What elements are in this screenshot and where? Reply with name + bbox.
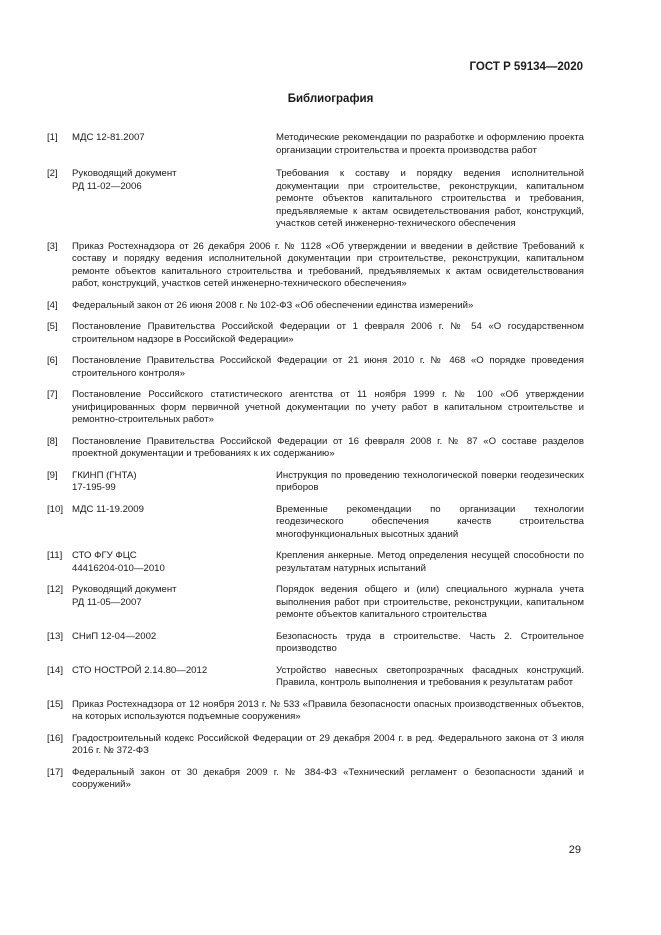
bibliography-entry [47,767,584,792]
entry-number: [16] [47,732,64,744]
entry-code: Руководящий документ РД 11-02—2006 [72,168,177,192]
entry-number: [1] [47,132,58,143]
entry-text: Постановление Правительства Российской Федерации от 21 июня 2010 г. № 468 «О порядке проведения строительного контроля» [72,355,584,379]
bibliography-entry [47,504,584,542]
entry-number: [17] [47,766,64,778]
entry-number: [7] [47,389,58,400]
entry-number: [3] [47,240,58,252]
entry-text: Постановление Правительства Российской Федерации от 16 февраля 2008 г. № 87 «О составе разделов проектной документации и требованиях к их содержанию» [72,435,584,459]
entry-code: СТО НОСТРОЙ 2.14.80—2012 [72,664,208,676]
entry-text: Федеральный закон от 26 июня 2008 г. № 102-ФЗ «Об обеспечении единства измерений» [72,299,474,311]
entry-text: Федеральный закон от 30 декабря 2009 г. № 384-ФЗ «Технический регламент о безопасности зданий и сооружений» [72,766,584,790]
entry-text: Приказ Ростехнадзора от 12 ноября 2013 г. № 533 «Правила безопасности опасных производственных объектов, на которых используются подъемные сооружения» [72,698,584,722]
entry-number: [14] [47,664,64,676]
entry-number: [2] [47,168,58,179]
bibliography-entry [47,168,584,231]
entry-text: Порядок ведения общего и (или) специального журнала учета выполнения работ при строительстве, реконструкции, капитальном ремонте объектов капитального строительства [276,584,584,620]
entry-text: Постановление Российского статистического агентства от 11 ноября 1999 г. № 100 «Об утверждении унифицированных форм первичной учетной документации по учету работ в капитальном строительстве и ремонтно-строительных работ» [72,389,584,425]
entry-text: Устройство навесных светопрозрачных фасадных конструкций. Правила, контроль выполнения и требования к результатам работ [276,664,584,688]
entry-text: Временные рекомендации по организации технологии геодезического обеспечения качеств строительства многофункциональных высотных зданий [276,503,584,540]
entry-code: Руководящий документ РД 11-05—2007 [72,584,177,608]
entry-code: МДС 12-81.2007 [72,132,145,143]
entry-number: [9] [47,469,58,481]
bibliography-list [47,123,584,792]
entry-number: [6] [47,355,58,366]
bibliography-entry [47,470,584,495]
bibliography-entry [47,699,584,724]
bibliography-entry [47,321,584,346]
entry-number: [12] [47,584,64,595]
entry-code: МДС 11-19.2009 [72,503,144,515]
entry-number: [11] [47,550,63,561]
bibliography-entry [47,300,584,313]
bibliography-entry [47,665,584,690]
entry-code: СТО ФГУ ФЦС 44416204-010—2010 [72,550,165,574]
bibliography-entry [47,436,584,461]
entry-number: [4] [47,299,58,311]
entry-number: [13] [47,630,64,642]
entry-number: [10] [47,503,64,515]
bibliography-entry [47,631,584,656]
bibliography-entry [47,733,584,758]
entry-text: Методические рекомендации по разработке и оформлению проекта организации строительства и проекта производства работ [276,132,584,156]
bibliography-entry [47,355,584,380]
entry-text: Постановление Правительства Российской Федерации от 1 февраля 2006 г. № 54 «О государственном строительном надзоре в Российской Федерации» [72,321,584,345]
standard-code: ГОСТ Р 59134—2020 [469,61,583,73]
entry-text: Градостроительный кодекс Российской Федерации от 29 декабря 2004 г. в ред. Федерального закона от 3 июля 2016 г. № 372-ФЗ [72,732,584,756]
entry-text: Инструкция по проведению технологической поверки геодезических приборов [276,469,584,493]
bibliography-entry [47,132,584,157]
bibliography-entry [47,389,584,427]
entry-number: [15] [47,698,64,710]
page-number: 29 [568,844,581,856]
entry-text: Приказ Ростехнадзора от 26 декабря 2006 г. № 1128 «Об утверждении и введении в действие Требований к составу и порядку ведения исполнительной документации при строительстве, реконструкции, капитальном ремонте объектов капитального строительства и требований, предъявляемых к актам освидетельствования работ, конструкций, участков сетей инженерно-технического обеспечения» [72,240,584,289]
entry-text: Крепления анкерные. Метод определения несущей способности по результатам натурных испытаний [276,550,584,574]
entry-code: ГКИНП (ГНТА) 17-195-99 [72,469,137,493]
entry-text: Требования к составу и порядку ведения исполнительной документации при строительстве, реконструкции, капитальном ремонте объектов капитального строительства и требования, предъявляемые к актам освидетельствования работ, конструкций, участков сетей инженерно-технического обеспечения [276,168,584,229]
entry-code: СНиП 12-04—2002 [72,630,157,642]
bibliography-entry [47,584,584,622]
page-title: Библиография [287,93,374,105]
entry-number: [5] [47,321,58,332]
bibliography-entry [47,550,584,575]
entry-number: [8] [47,435,58,447]
bibliography-entry [47,241,584,291]
entry-text: Безопасность труда в строительстве. Часть 2. Строительное производство [276,630,584,654]
